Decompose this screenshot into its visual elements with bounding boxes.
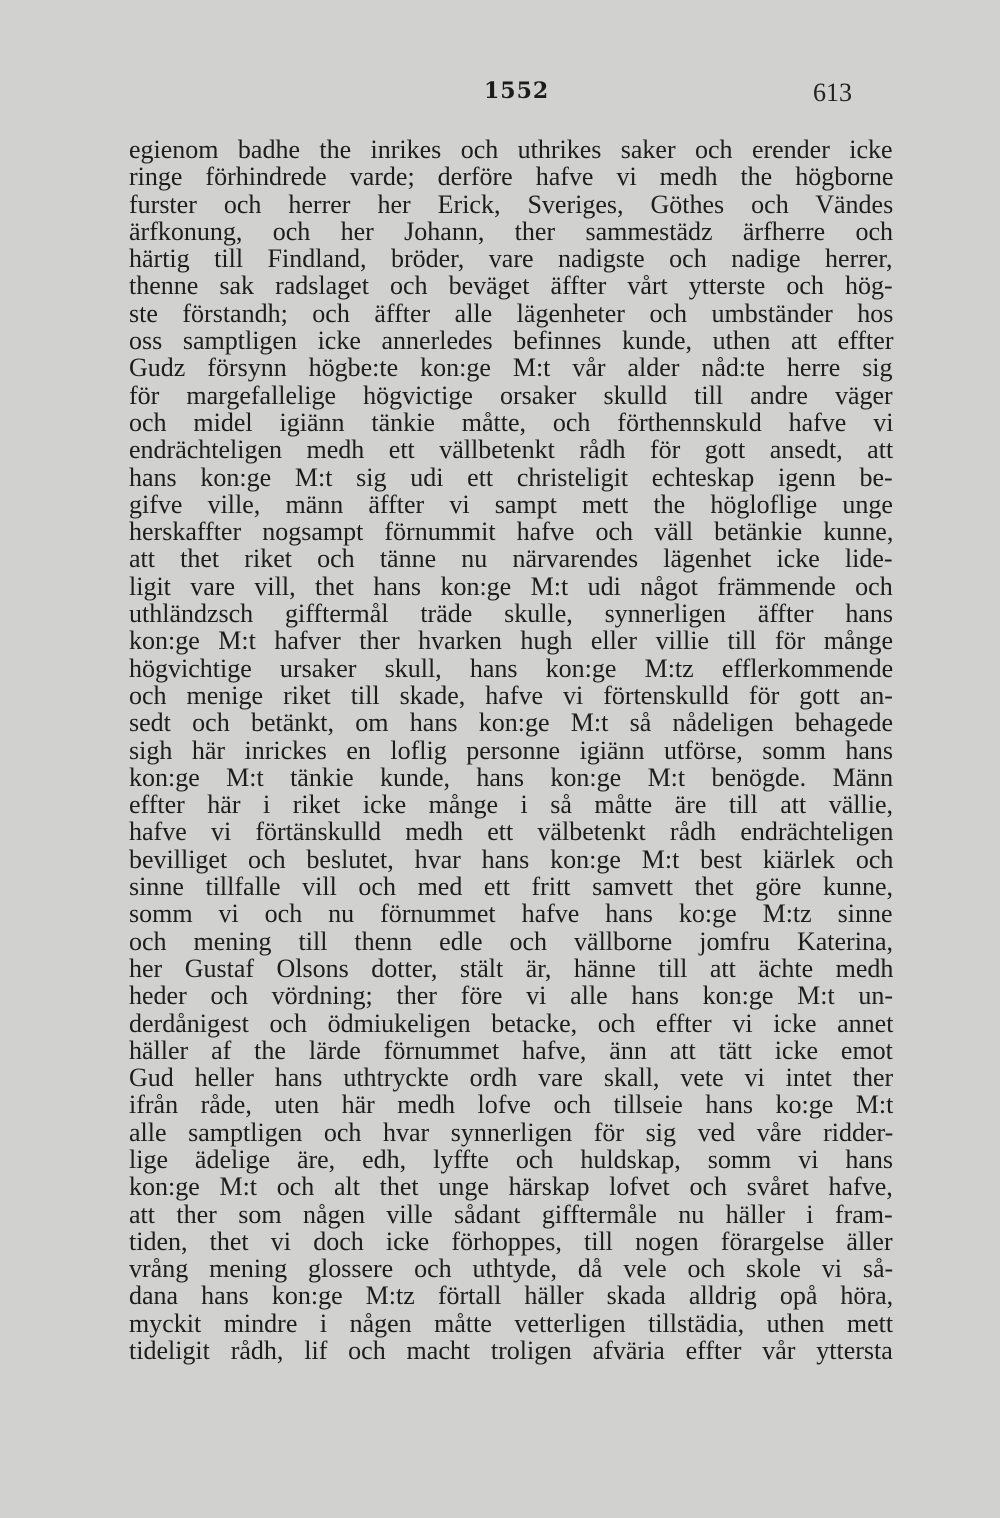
text-line: ifrån råde, uten här medh lofve och tillseie hans ko:ge M:t bbox=[129, 1090, 894, 1120]
text-line: lige ädelige äre, edh, lyffte och huldskap, somm vi hans bbox=[129, 1144, 894, 1174]
text-line: sinne tillfalle vill och med ett fritt samvett thet göre kunne, bbox=[129, 872, 894, 902]
text-line: alle samptligen och hvar synnerligen för sig ved våre ridder- bbox=[129, 1117, 894, 1147]
text-line: bevilliget och beslutet, hvar hans kon:ge M:t best kiärlek och bbox=[129, 844, 894, 874]
text-line: hafve vi förtänskulld medh ett välbetenkt rådh endrächteligen bbox=[129, 817, 894, 847]
text-line: herskaffter nogsampt förnummit hafve och väll betänkie kunne, bbox=[129, 517, 894, 547]
text-line: oss samptligen icke annerledes befinnes kunde, uthen att effter bbox=[129, 326, 894, 356]
text-line: och midel igiänn tänkie måtte, och förthennskuld hafve vi bbox=[129, 407, 894, 437]
text-line: uthländzsch gifftermål träde skulle, synnerligen äffter hans bbox=[129, 599, 894, 629]
text-line: och menige riket till skade, hafve vi förtenskulld för gott an- bbox=[129, 680, 893, 710]
text-line: sedt och betänkt, om hans kon:ge M:t så nådeligen behagede bbox=[129, 708, 894, 738]
text-line: ste förstandh; och äffter alle lägenheter och umbständer hos bbox=[129, 298, 894, 328]
text-line: endrächteligen medh ett vällbetenkt rådh för gott ansedt, att bbox=[129, 435, 894, 465]
text-line: för margefallelige högvictige orsaker skulld till andre väger bbox=[129, 380, 893, 410]
text-line: härtig till Findland, bröder, vare nadigste och nadige herrer, bbox=[129, 244, 893, 274]
text-line: Gud heller hans uthtryckte ordh vare skall, vete vi intet ther bbox=[129, 1063, 894, 1093]
text-line: tiden, thet vi doch icke förhoppes, till nogen förargelse äller bbox=[129, 1226, 893, 1256]
text-line: her Gustaf Olsons dotter, stält är, hänne till att ächte medh bbox=[129, 953, 894, 983]
text-line: effter här i riket icke månge i så måtte äre till att vällie, bbox=[129, 790, 893, 820]
text-line: derdånigest och ödmiukeligen betacke, och effter vi icke annet bbox=[129, 1008, 894, 1038]
text-line: hans kon:ge M:t sig udi ett christeligit echteskap igenn be- bbox=[129, 462, 893, 492]
text-line: thenne sak radslaget och beväget äffter vårt ytterste och hög- bbox=[129, 271, 893, 301]
text-line: och mening till thenn edle och vällborne jomfru Katerina, bbox=[129, 926, 893, 956]
text-line: kon:ge M:t hafver ther hvarken hugh eller villie till för månge bbox=[129, 626, 894, 656]
text-line: att thet riket och tänne nu närvarendes lägenhet icke lide- bbox=[129, 544, 893, 574]
text-line: ärfkonung, och her Johann, ther sammestädz ärfherre och bbox=[129, 216, 894, 246]
text-line: dana hans kon:ge M:tz förtall häller skada alldrig opå höra, bbox=[129, 1281, 894, 1311]
text-line: kon:ge M:t tänkie kunde, hans kon:ge M:t benögde. Männ bbox=[129, 762, 894, 792]
text-line: myckit mindre i någen måtte vetterligen tillstädia, uthen mett bbox=[129, 1308, 894, 1338]
body-text bbox=[129, 136, 893, 1364]
text-line: sigh här inrickes en loflig personne igiänn utförse, somm hans bbox=[129, 735, 893, 765]
text-line: furster och herrer her Erick, Sveriges, Göthes och Vändes bbox=[129, 189, 894, 219]
text-line: kon:ge M:t och alt thet unge härskap lofvet och svåret hafve, bbox=[129, 1172, 893, 1202]
text-line: tideligit rådh, lif och macht troligen afväria effter vår yttersta bbox=[129, 1336, 893, 1366]
text-line: Gudz försynn högbe:te kon:ge M:t vår alder nåd:te herre sig bbox=[129, 353, 893, 383]
text-line: gifve ville, männ äffter vi sampt mett the högloflige unge bbox=[129, 489, 893, 519]
text-line: ligit vare vill, thet hans kon:ge M:t udi något främmende och bbox=[129, 571, 893, 601]
page-header bbox=[0, 78, 1000, 108]
text-line: heder och vördning; ther före vi alle hans kon:ge M:t un- bbox=[129, 981, 894, 1011]
text-line: högvichtige ursaker skull, hans kon:ge M:tz efflerkommende bbox=[129, 653, 894, 683]
header-year: 1552 bbox=[484, 78, 550, 104]
page-number: 613 bbox=[813, 78, 852, 107]
text-line: egienom badhe the inrikes och uthrikes saker och erender icke bbox=[129, 135, 893, 164]
text-line: häller af the lärde förnummet hafve, änn att tätt icke emot bbox=[129, 1035, 893, 1065]
text-line: vrång mening glossere och uthtyde, då vele och skole vi så- bbox=[129, 1254, 894, 1284]
text-line: att ther som någen ville sådant gifftermåle nu häller i fram- bbox=[129, 1199, 893, 1229]
text-line: somm vi och nu förnummet hafve hans ko:ge M:tz sinne bbox=[129, 899, 893, 929]
text-line: ringe förhindrede varde; derföre hafve vi medh the högborne bbox=[129, 162, 894, 192]
